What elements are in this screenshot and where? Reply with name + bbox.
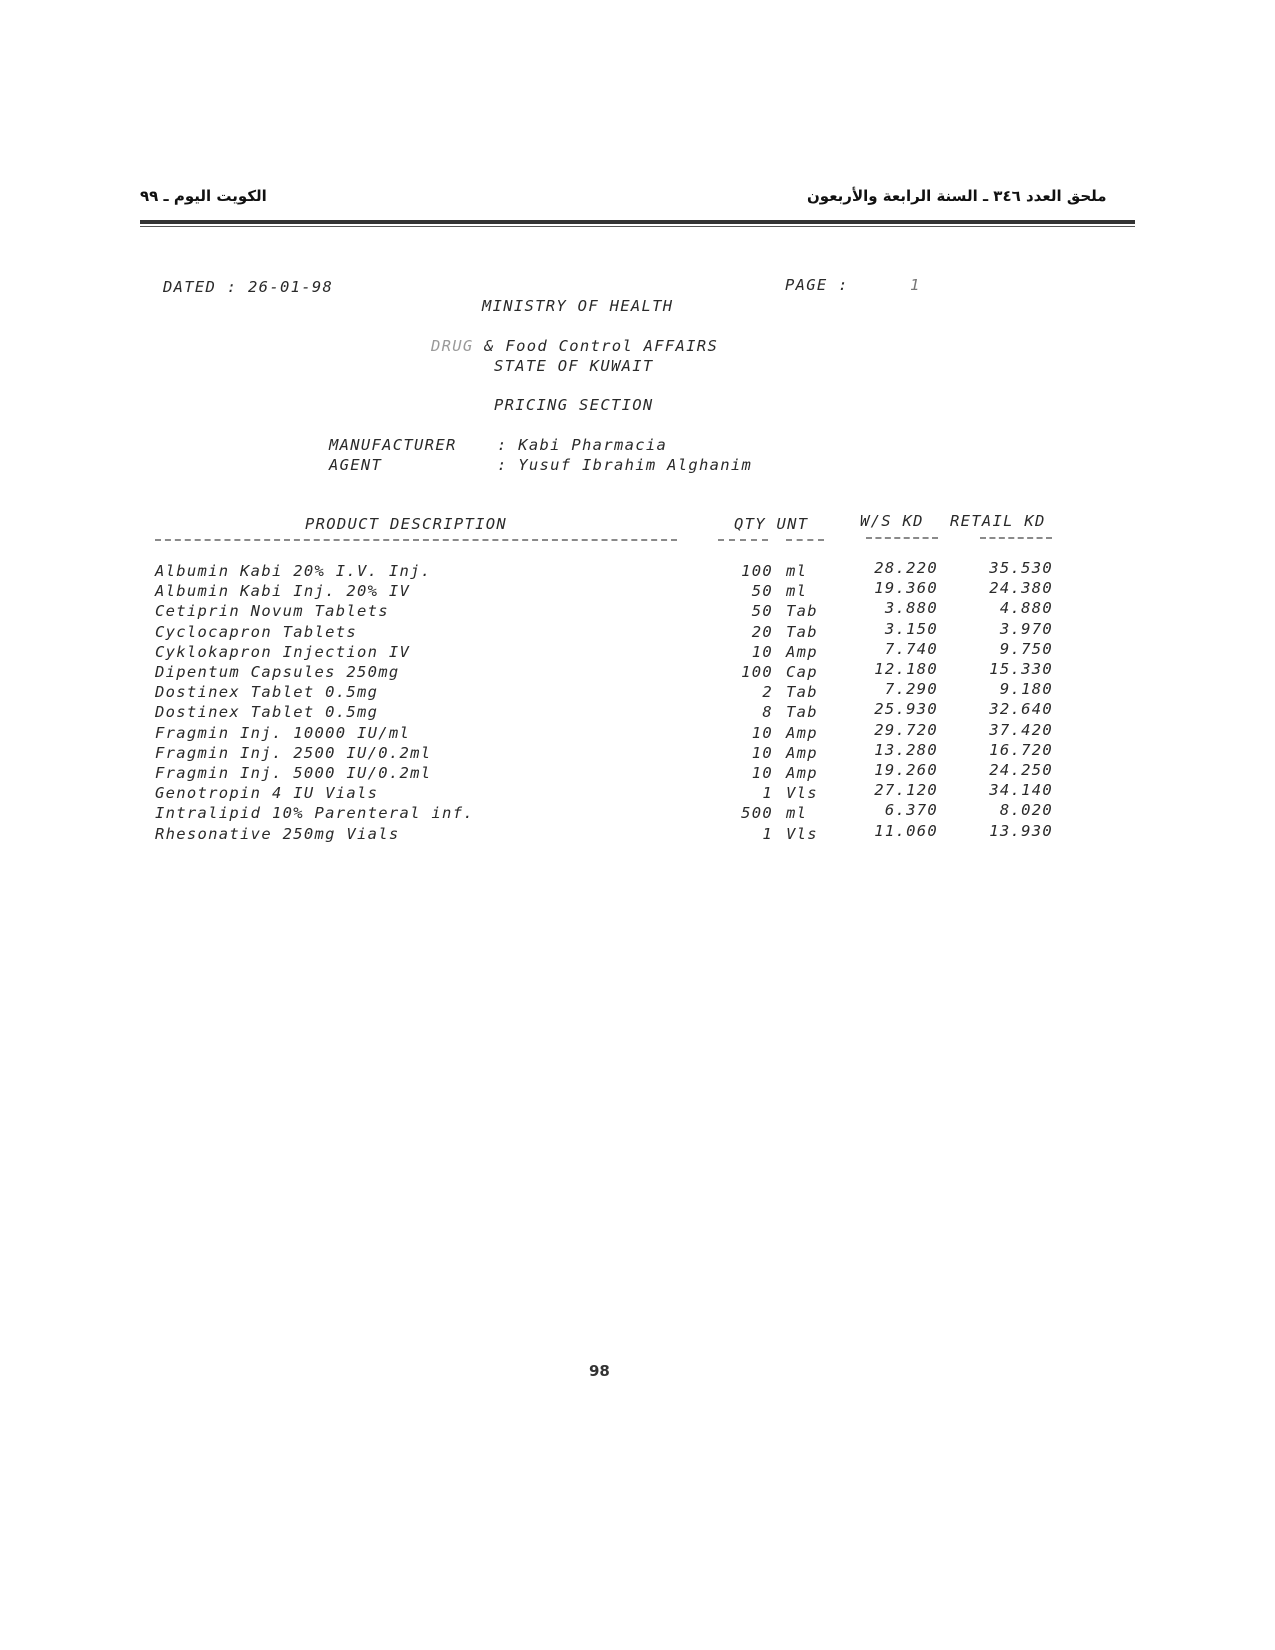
table-row <box>0 559 1275 582</box>
table-row <box>0 740 1275 764</box>
table-row <box>0 599 1275 622</box>
header-divider-wholesale <box>866 537 938 539</box>
wholesale-price-cell: 12.180 <box>874 660 938 678</box>
product-description-cell: Genotropin 4 IU Vials <box>155 784 379 803</box>
footer-page-number: 98 <box>589 1362 610 1380</box>
quantity-cell: 20 <box>751 622 773 641</box>
table-row <box>0 720 1275 744</box>
quantity-cell: 2 <box>762 683 773 702</box>
unit-cell: Tab <box>786 703 818 722</box>
quantity-cell: 500 <box>741 804 773 823</box>
header-rule-thin <box>140 226 1135 227</box>
wholesale-price-cell: 3.150 <box>884 619 938 638</box>
agent-value: : Yusuf Ibrahim Alghanim <box>497 456 753 474</box>
column-header-description: PRODUCT DESCRIPTION <box>305 515 508 533</box>
wholesale-price-cell: 19.260 <box>874 761 938 779</box>
table-row <box>0 700 1275 723</box>
product-description-cell: Dostinex Tablet 0.5mg <box>155 703 379 722</box>
wholesale-price-cell: 11.060 <box>874 821 938 840</box>
product-description-cell: Rhesonative 250mg Vials <box>155 824 400 843</box>
quantity-cell: 10 <box>751 743 773 762</box>
quantity-cell: 100 <box>741 663 773 681</box>
quantity-cell: 1 <box>762 824 773 843</box>
wholesale-price-cell: 28.220 <box>874 559 938 577</box>
retail-price-cell: 15.330 <box>989 660 1053 678</box>
product-description-cell: Cetiprin Novum Tablets <box>155 602 389 621</box>
product-description-cell: Fragmin Inj. 10000 IU/ml <box>155 723 411 742</box>
wholesale-price-cell: 6.370 <box>884 801 938 820</box>
unit-cell: Tab <box>786 602 818 621</box>
unit-cell: Vls <box>786 784 818 803</box>
product-description-cell: Intralipid 10% Parenteral inf. <box>155 804 474 823</box>
wholesale-price-cell: 27.120 <box>874 781 938 800</box>
column-header-retail: RETAIL KD <box>950 512 1046 530</box>
retail-price-cell: 9.750 <box>999 639 1053 658</box>
unit-cell: ml <box>786 582 808 601</box>
wholesale-price-cell: 7.290 <box>884 680 938 699</box>
unit-cell: Amp <box>786 642 818 661</box>
table-row <box>0 801 1275 824</box>
header-divider-retail <box>980 537 1052 539</box>
wholesale-price-cell: 25.930 <box>874 700 938 719</box>
unit-cell: Tab <box>786 622 818 641</box>
quantity-cell: 1 <box>762 784 773 803</box>
retail-price-cell: 32.640 <box>989 700 1053 719</box>
page-label: PAGE : <box>785 276 849 294</box>
quantity-cell: 8 <box>762 703 773 722</box>
quantity-cell: 50 <box>751 602 773 621</box>
product-description-cell: Dipentum Capsules 250mg <box>155 663 400 681</box>
table-row <box>0 821 1275 845</box>
retail-price-cell: 8.020 <box>999 801 1053 820</box>
gazette-issue-header: ملحق العدد ٣٤٦ ـ السنة الرابعة والأربعون <box>807 187 1107 205</box>
quantity-cell: 100 <box>741 562 773 580</box>
unit-cell: ml <box>786 562 808 580</box>
table-row <box>0 639 1275 663</box>
retail-price-cell: 37.420 <box>989 720 1053 739</box>
retail-price-cell: 34.140 <box>989 781 1053 800</box>
wholesale-price-cell: 3.880 <box>884 599 938 618</box>
manufacturer-label: MANUFACTURER <box>329 436 457 454</box>
wholesale-price-cell: 29.720 <box>874 720 938 739</box>
gazette-title-header: الكويت اليوم ـ ٩٩ <box>140 187 267 205</box>
ministry-title: MINISTRY OF HEALTH <box>482 297 674 315</box>
header-divider-qty <box>718 539 768 541</box>
header-divider-unit <box>786 539 824 541</box>
product-description-cell: Fragmin Inj. 5000 IU/0.2ml <box>155 764 432 782</box>
retail-price-cell: 3.970 <box>999 619 1053 638</box>
unit-cell: Tab <box>786 683 818 702</box>
retail-price-cell: 24.380 <box>989 579 1053 598</box>
page-number: 1 <box>910 276 921 294</box>
quantity-cell: 10 <box>751 642 773 661</box>
table-row <box>0 680 1275 703</box>
department-line <box>431 337 718 355</box>
header-rule <box>140 220 1135 224</box>
column-header-qty-unit: QTY UNT <box>734 515 809 533</box>
product-description-cell: Albumin Kabi Inj. 20% IV <box>155 582 411 601</box>
retail-price-cell: 9.180 <box>999 680 1053 699</box>
unit-cell: Amp <box>786 764 818 782</box>
product-description-cell: Dostinex Tablet 0.5mg <box>155 683 379 702</box>
table-row <box>0 761 1275 784</box>
state-title: STATE OF KUWAIT <box>494 357 654 375</box>
wholesale-price-cell: 13.280 <box>874 740 938 759</box>
table-row <box>0 660 1275 683</box>
dated-line: DATED : 26-01-98 <box>163 278 334 296</box>
unit-cell: Cap <box>786 663 818 681</box>
unit-cell: Amp <box>786 743 818 762</box>
unit-cell: Amp <box>786 723 818 742</box>
retail-price-cell: 4.880 <box>999 599 1053 618</box>
quantity-cell: 10 <box>751 764 773 782</box>
unit-cell: Vls <box>786 824 818 843</box>
department-name: & Food Control AFFAIRS <box>484 337 719 355</box>
quantity-cell: 50 <box>751 582 773 601</box>
department-prefix: DRUG <box>431 337 474 355</box>
header-divider-description <box>155 539 677 541</box>
product-description-cell: Cyklokapron Injection IV <box>155 642 411 661</box>
product-description-cell: Cyclocapron Tablets <box>155 622 358 641</box>
retail-price-cell: 35.530 <box>989 559 1053 577</box>
wholesale-price-cell: 19.360 <box>874 579 938 598</box>
quantity-cell: 10 <box>751 723 773 742</box>
retail-price-cell: 24.250 <box>989 761 1053 779</box>
retail-price-cell: 13.930 <box>989 821 1053 840</box>
table-row <box>0 781 1275 804</box>
unit-cell: ml <box>786 804 808 823</box>
manufacturer-value: : Kabi Pharmacia <box>497 436 668 454</box>
agent-label: AGENT <box>329 456 383 474</box>
table-row <box>0 579 1275 602</box>
column-header-wholesale: W/S KD <box>860 512 924 530</box>
wholesale-price-cell: 7.740 <box>884 639 938 658</box>
section-title: PRICING SECTION <box>494 396 654 414</box>
table-row <box>0 619 1275 643</box>
product-description-cell: Albumin Kabi 20% I.V. Inj. <box>155 562 432 580</box>
product-description-cell: Fragmin Inj. 2500 IU/0.2ml <box>155 743 432 762</box>
retail-price-cell: 16.720 <box>989 740 1053 759</box>
